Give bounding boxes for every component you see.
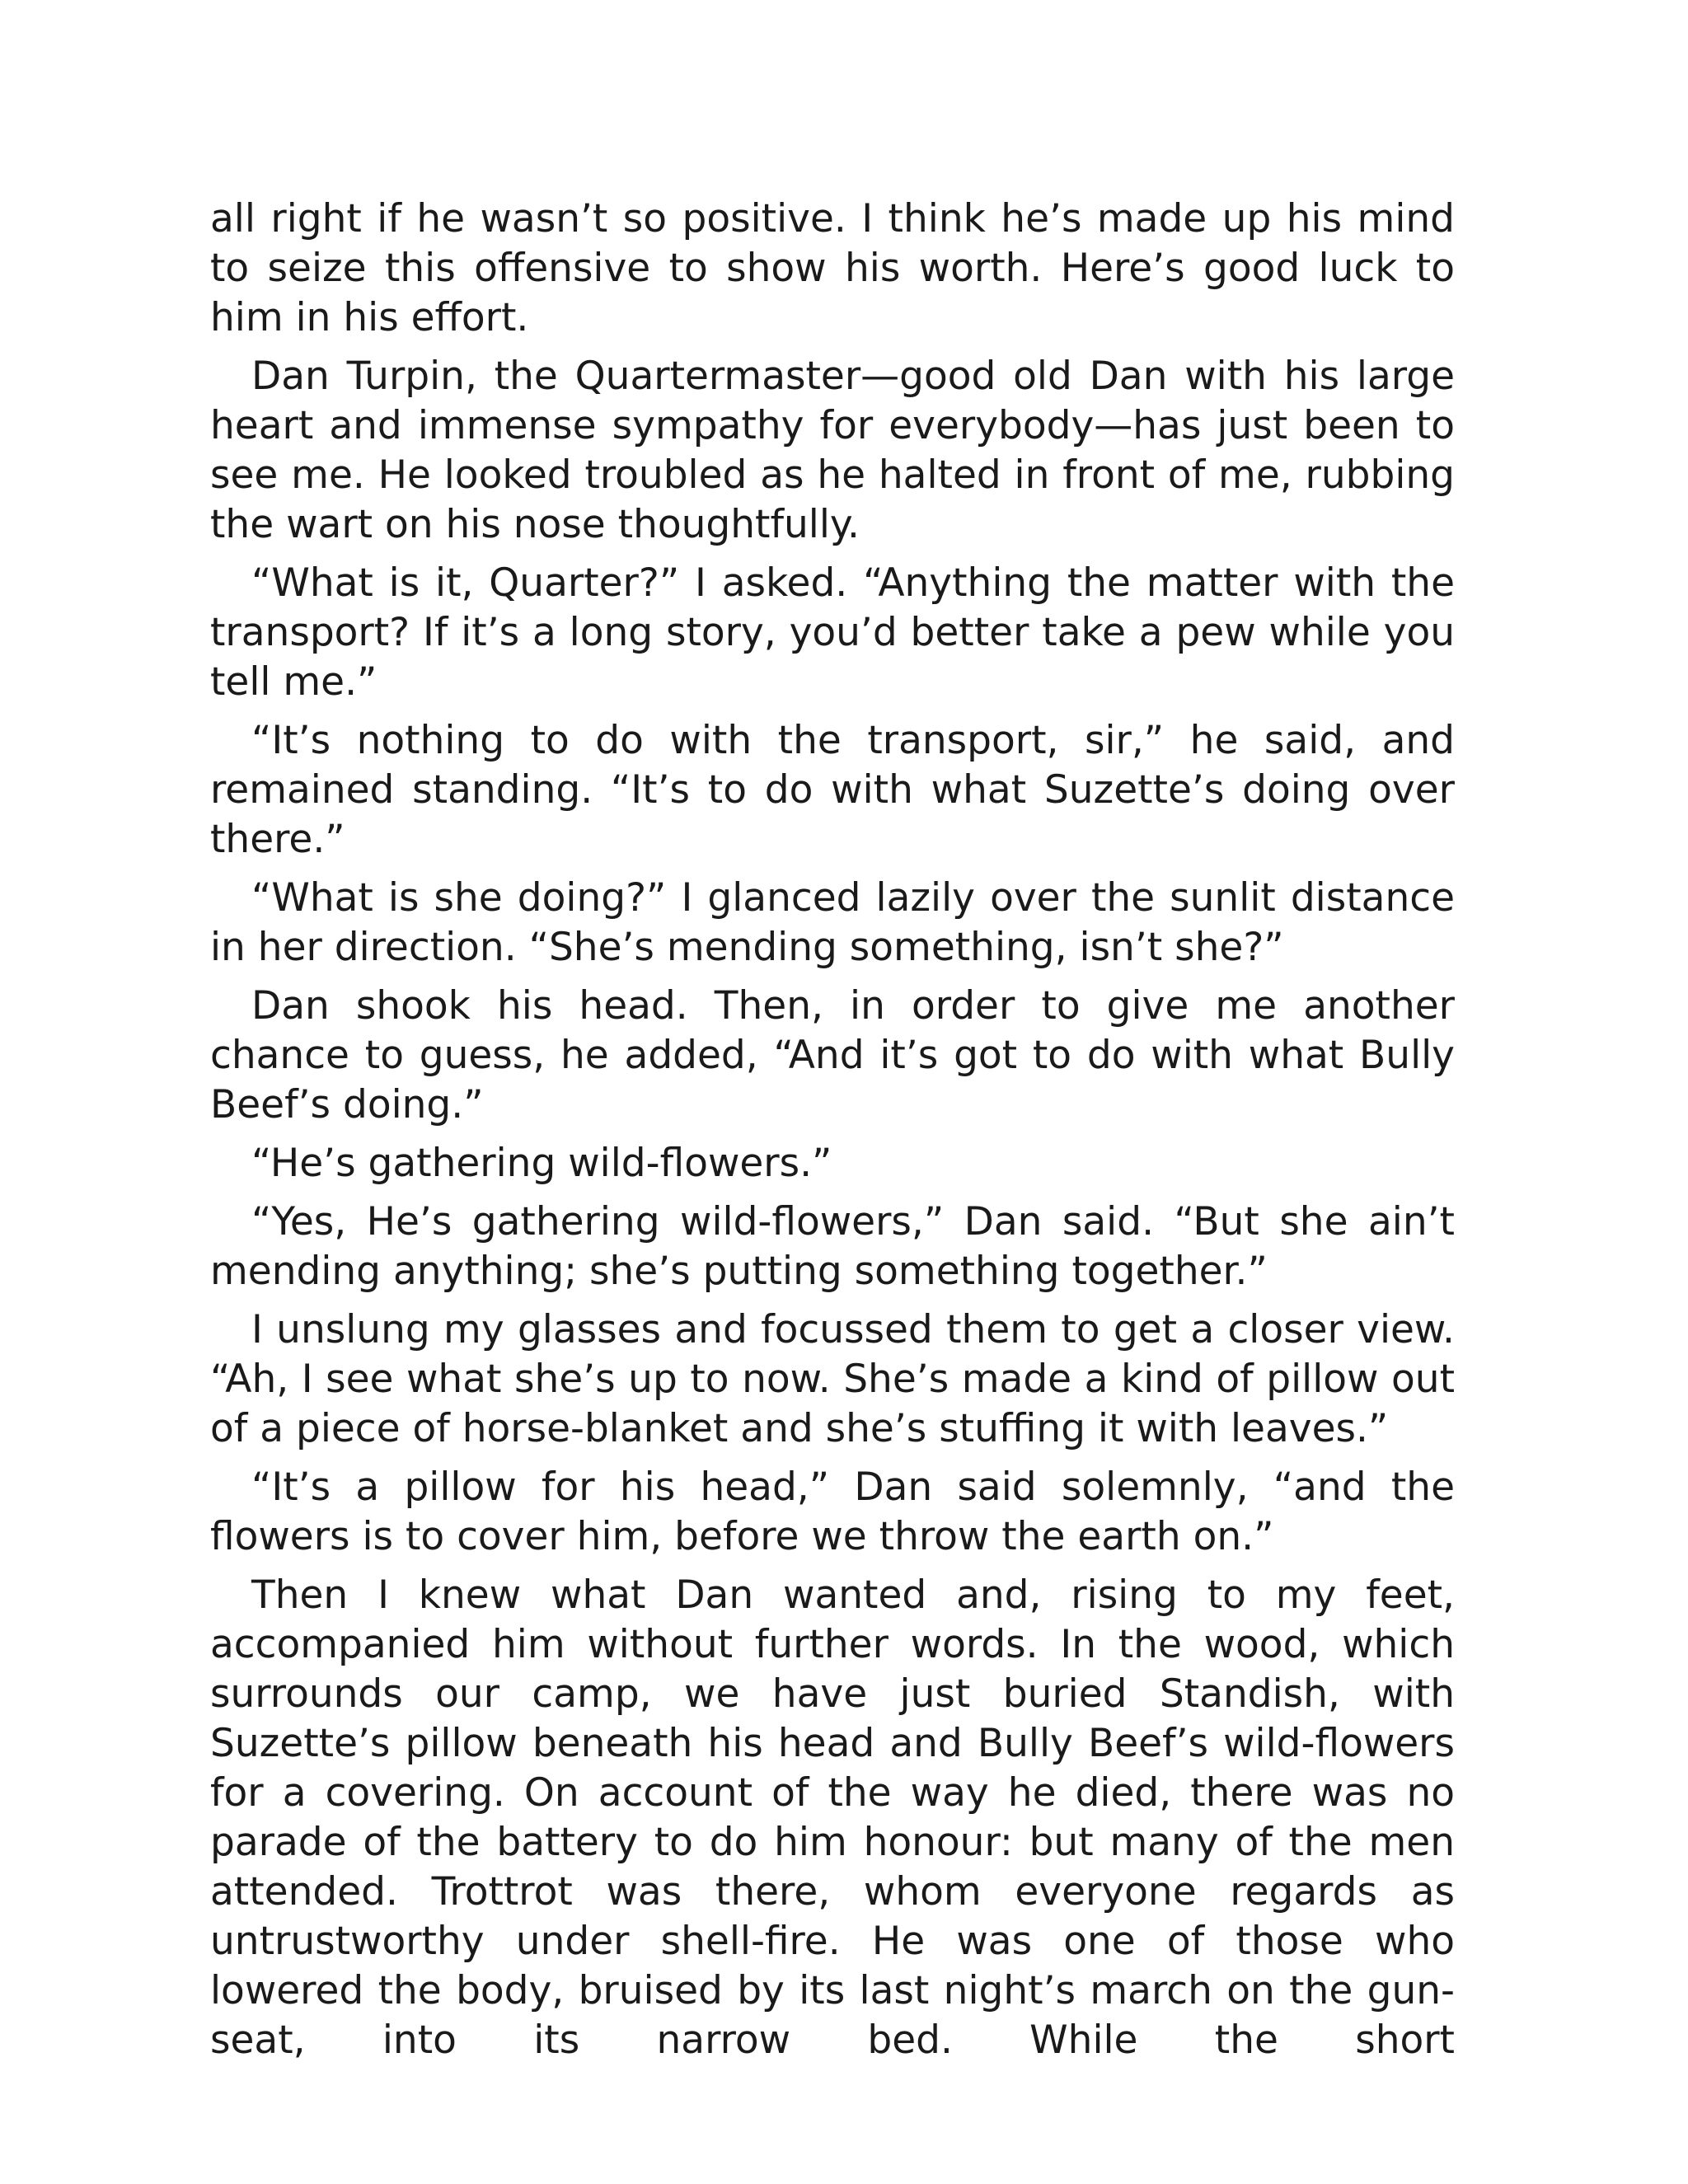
paragraph-4: “It’s nothing to do with the transport, sir,” he said, and remained standing. “It’s to do with what Suzette’s doing over there.”	[210, 718, 1455, 862]
paragraph-8: “Yes, He’s gathering wild-flowers,” Dan said. “But she ain’t mending anything; she’s putting something together.”	[210, 1199, 1455, 1294]
paragraph-1: all right if he wasn’t so positive. I think he’s made up his mind to seize this offensive to show his worth. Here’s good luck to him in his effort.	[210, 196, 1455, 340]
paragraph-10: “It’s a pillow for his head,” Dan said solemnly, “and the flowers is to cover him, before we throw the earth on.”	[210, 1465, 1455, 1559]
paragraph-9: I unslung my glasses and focussed them to get a closer view. “Ah, I see what she’s up to now. She’s made a kind of pillow out of a piece of horse-blanket and she’s stuffing it with leaves.”	[210, 1307, 1455, 1451]
paragraph-6: Dan shook his head. Then, in order to give me another chance to guess, he added, “And it’s got to do with what Bully Beef’s doing.”	[210, 983, 1455, 1127]
paragraph-2: Dan Turpin, the Quartermaster—good old Dan with his large heart and immense sympathy for everybody—has just been to see me. He looked troubled as he halted in front of me, rubbing the wart on his nose thoughtfully.	[210, 354, 1455, 547]
paragraph-3: “What is it, Quarter?” I asked. “Anything the matter with the transport? If it’s a long story, you’d better take a pew while you tell me.”	[210, 560, 1455, 705]
paragraph-11: Then I knew what Dan wanted and, rising to my feet, accompanied him without further words. In the wood, which surrounds our camp, we have just buried Standish, with Suzette’s pillow beneath his head and Bully Beef’s wild-flowers for a covering. On account of the way he died, there was no parade of the battery to do him honour: but many of the men attended. Trottrot was there, whom everyone regards as untrustworthy under shell-fire. He was one of those who lowered the body, bruised by its last night’s march on the gun-seat, into its narrow bed. While the short	[210, 1572, 1455, 2063]
paragraph-7: “He’s gathering wild-flowers.”	[251, 1141, 832, 1186]
page-text	[210, 194, 1455, 2074]
paragraph-5: “What is she doing?” I glanced lazily over the sunlit distance in her direction. “She’s mending something, isn’t she?”	[210, 875, 1455, 970]
